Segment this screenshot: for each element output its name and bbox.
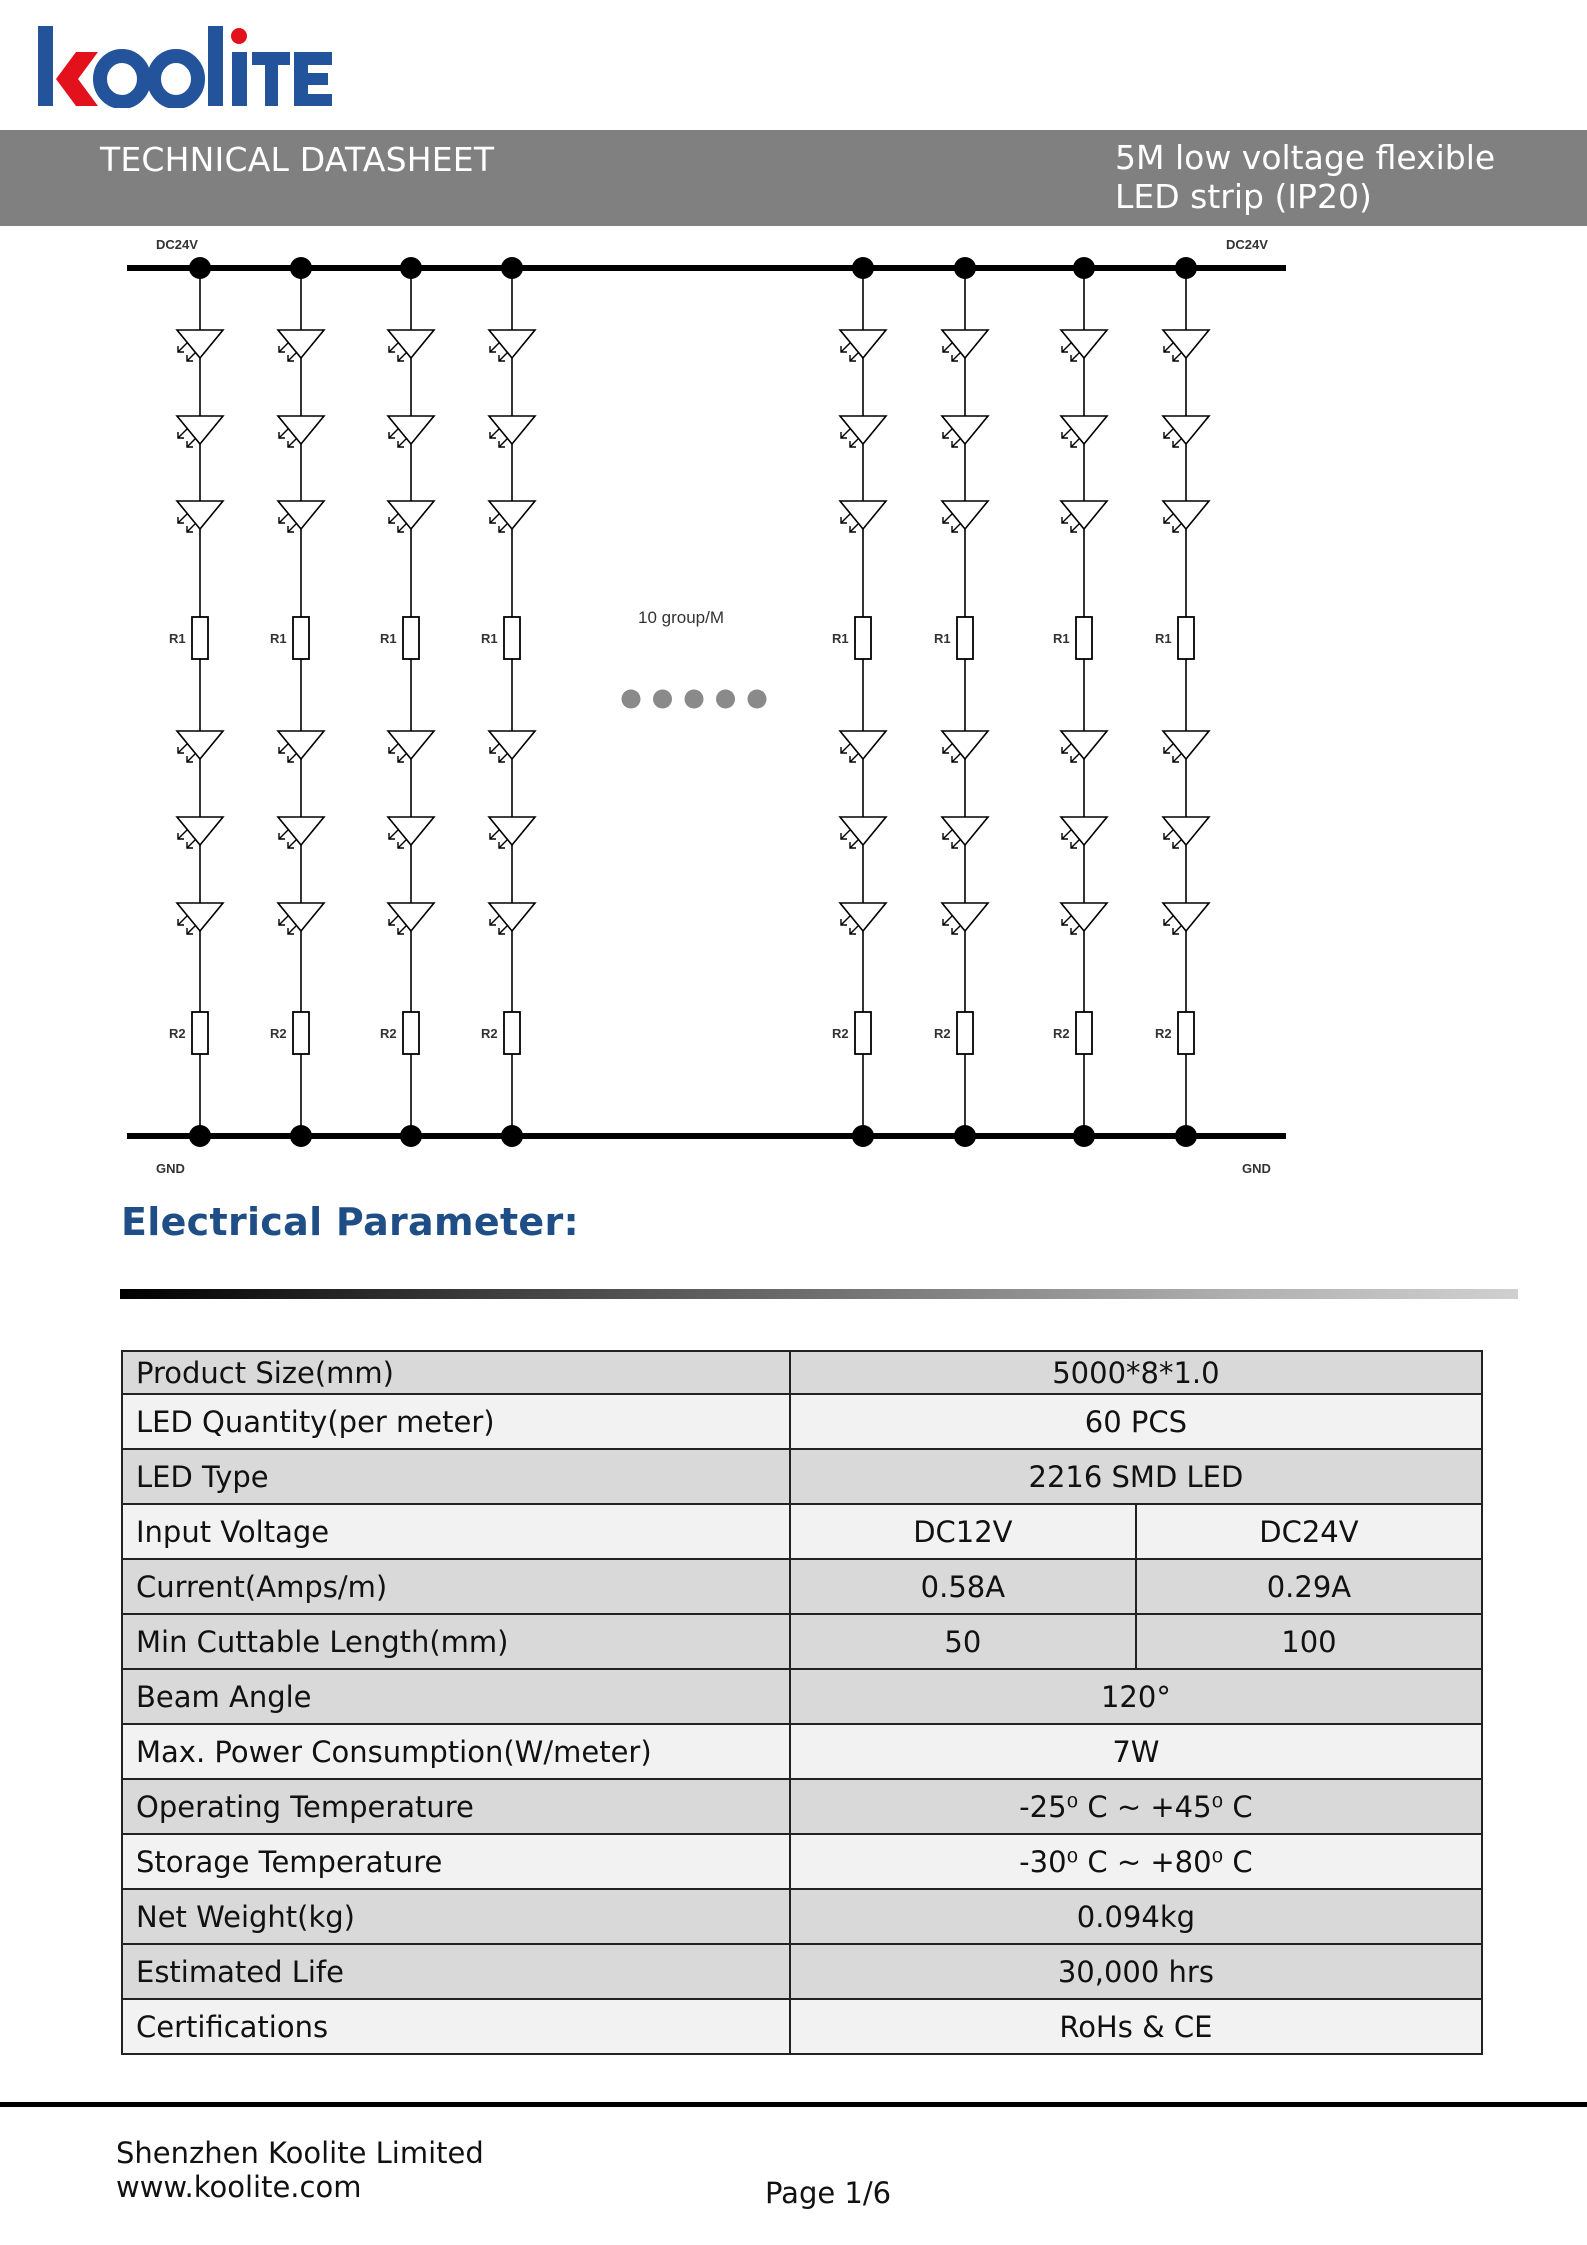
resistor-r1-label: R1 — [1053, 631, 1070, 646]
led-icon — [840, 501, 886, 532]
ellipsis-dot — [653, 690, 672, 709]
junction-node — [400, 257, 422, 279]
top-rail-label-right: DC24V — [1226, 237, 1268, 252]
circuit-diagram — [0, 226, 1587, 1186]
resistor-r2-label: R2 — [270, 1026, 287, 1041]
table-row — [122, 1999, 1482, 2054]
table-row — [122, 1834, 1482, 1889]
ellipsis-dot — [685, 690, 704, 709]
footer-company-info — [116, 2136, 484, 2204]
led-icon — [489, 501, 535, 532]
param-value: 0.094kg — [790, 1889, 1482, 1944]
led-column — [832, 257, 886, 1147]
resistor-r1-label: R1 — [832, 631, 849, 646]
resistor-r2-icon — [504, 1012, 520, 1054]
ellipsis-dot — [748, 690, 767, 709]
led-icon — [1061, 817, 1107, 848]
footer-divider — [0, 2102, 1587, 2107]
led-strip-schematic — [0, 226, 1587, 1186]
led-icon — [278, 501, 324, 532]
resistor-r1-label: R1 — [481, 631, 498, 646]
resistor-r1-label: R1 — [1155, 631, 1172, 646]
group-per-meter-label: 10 group/M — [638, 608, 724, 627]
resistor-r2-icon — [403, 1012, 419, 1054]
param-value: -25⁰ C ~ +45⁰ C — [790, 1779, 1482, 1834]
company-website: www.koolite.com — [116, 2170, 362, 2204]
page-number: Page 1/6 — [765, 2176, 892, 2210]
param-label: Operating Temperature — [122, 1779, 790, 1834]
led-icon — [278, 731, 324, 762]
led-icon — [942, 416, 988, 447]
junction-node — [1073, 1125, 1095, 1147]
resistor-r1-icon — [855, 617, 871, 659]
param-label: Estimated Life — [122, 1944, 790, 1999]
led-icon — [177, 330, 223, 361]
param-label: Net Weight(kg) — [122, 1889, 790, 1944]
led-icon — [388, 501, 434, 532]
table-row — [122, 1449, 1482, 1504]
top-rail-label-left: DC24V — [156, 237, 198, 252]
resistor-r2-icon — [192, 1012, 208, 1054]
resistor-r2-icon — [957, 1012, 973, 1054]
led-icon — [942, 817, 988, 848]
led-icon — [1163, 817, 1209, 848]
led-icon — [942, 501, 988, 532]
junction-node — [290, 257, 312, 279]
led-icon — [1163, 330, 1209, 361]
company-name: Shenzhen Koolite Limited — [116, 2136, 484, 2170]
junction-node — [852, 257, 874, 279]
param-value: 60 PCS — [790, 1394, 1482, 1449]
led-icon — [489, 903, 535, 934]
param-value: 0.58A — [790, 1559, 1136, 1614]
param-value: 5000*8*1.0 — [790, 1351, 1482, 1394]
product-title — [1115, 138, 1495, 216]
led-icon — [388, 416, 434, 447]
resistor-r2-label: R2 — [380, 1026, 397, 1041]
led-icon — [489, 330, 535, 361]
electrical-parameters-table — [121, 1350, 1483, 2055]
led-icon — [177, 416, 223, 447]
param-label: Min Cuttable Length(mm) — [122, 1614, 790, 1669]
param-label: Certifications — [122, 1999, 790, 2054]
resistor-r1-icon — [1178, 617, 1194, 659]
led-icon — [840, 416, 886, 447]
param-label: Input Voltage — [122, 1504, 790, 1559]
led-icon — [942, 903, 988, 934]
resistor-r1-label: R1 — [380, 631, 397, 646]
product-title-line2: LED strip (IP20) — [1115, 177, 1372, 216]
resistor-r1-icon — [403, 617, 419, 659]
param-value: 30,000 hrs — [790, 1944, 1482, 1999]
led-icon — [278, 817, 324, 848]
param-value: 7W — [790, 1724, 1482, 1779]
led-icon — [1061, 416, 1107, 447]
led-column — [481, 257, 535, 1147]
param-label: Product Size(mm) — [122, 1351, 790, 1394]
resistor-r2-label: R2 — [832, 1026, 849, 1041]
ellipsis-dots — [622, 690, 767, 709]
junction-node — [189, 1125, 211, 1147]
param-label: Beam Angle — [122, 1669, 790, 1724]
resistor-r1-icon — [1076, 617, 1092, 659]
param-value: DC24V — [1136, 1504, 1482, 1559]
junction-node — [501, 1125, 523, 1147]
junction-node — [189, 257, 211, 279]
resistor-r2-label: R2 — [934, 1026, 951, 1041]
resistor-r1-label: R1 — [934, 631, 951, 646]
param-label: Max. Power Consumption(W/meter) — [122, 1724, 790, 1779]
led-icon — [177, 731, 223, 762]
led-column — [1053, 257, 1107, 1147]
table-row — [122, 1559, 1482, 1614]
resistor-r1-label: R1 — [270, 631, 287, 646]
table-row — [122, 1944, 1482, 1999]
param-value: -30⁰ C ~ +80⁰ C — [790, 1834, 1482, 1889]
led-icon — [388, 903, 434, 934]
led-icon — [177, 501, 223, 532]
param-value: 0.29A — [1136, 1559, 1482, 1614]
junction-node — [501, 257, 523, 279]
led-icon — [840, 731, 886, 762]
param-label: LED Type — [122, 1449, 790, 1504]
table-row — [122, 1779, 1482, 1834]
led-icon — [388, 330, 434, 361]
resistor-r2-icon — [855, 1012, 871, 1054]
led-icon — [840, 817, 886, 848]
param-value: 2216 SMD LED — [790, 1449, 1482, 1504]
led-icon — [1163, 501, 1209, 532]
led-column — [169, 257, 223, 1147]
table-row — [122, 1504, 1482, 1559]
section-heading: Electrical Parameter: — [121, 1200, 580, 1244]
led-icon — [177, 903, 223, 934]
resistor-r1-icon — [192, 617, 208, 659]
led-icon — [942, 731, 988, 762]
led-icon — [840, 903, 886, 934]
table-row — [122, 1889, 1482, 1944]
led-icon — [278, 416, 324, 447]
table-row — [122, 1669, 1482, 1724]
junction-node — [954, 257, 976, 279]
resistor-r2-label: R2 — [481, 1026, 498, 1041]
led-icon — [1061, 501, 1107, 532]
resistor-r2-icon — [1178, 1012, 1194, 1054]
param-value: 100 — [1136, 1614, 1482, 1669]
led-icon — [1163, 416, 1209, 447]
koolite-logo — [36, 22, 336, 108]
led-icon — [942, 330, 988, 361]
table-row — [122, 1394, 1482, 1449]
led-icon — [489, 416, 535, 447]
led-icon — [489, 817, 535, 848]
junction-node — [290, 1125, 312, 1147]
led-icon — [388, 731, 434, 762]
junction-node — [852, 1125, 874, 1147]
led-icon — [1061, 903, 1107, 934]
param-value: DC12V — [790, 1504, 1136, 1559]
resistor-r2-icon — [1076, 1012, 1092, 1054]
ellipsis-dot — [622, 690, 641, 709]
bottom-rail-label-left: GND — [156, 1161, 185, 1176]
led-icon — [1061, 731, 1107, 762]
led-column — [270, 257, 324, 1147]
led-column — [934, 257, 988, 1147]
doc-type-title: TECHNICAL DATASHEET — [100, 140, 495, 179]
table-row — [122, 1724, 1482, 1779]
led-icon — [388, 817, 434, 848]
resistor-r2-label: R2 — [1053, 1026, 1070, 1041]
junction-node — [954, 1125, 976, 1147]
led-icon — [278, 903, 324, 934]
led-icon — [840, 330, 886, 361]
param-value: RoHs & CE — [790, 1999, 1482, 2054]
resistor-r1-icon — [957, 617, 973, 659]
param-label: LED Quantity(per meter) — [122, 1394, 790, 1449]
led-icon — [489, 731, 535, 762]
junction-node — [400, 1125, 422, 1147]
bottom-rail-label-right: GND — [1242, 1161, 1271, 1176]
resistor-r2-label: R2 — [1155, 1026, 1172, 1041]
led-icon — [1163, 903, 1209, 934]
title-band — [0, 130, 1587, 226]
param-value: 50 — [790, 1614, 1136, 1669]
gradient-divider — [120, 1289, 1518, 1299]
resistor-r1-icon — [293, 617, 309, 659]
ellipsis-dot — [716, 690, 735, 709]
resistor-r1-label: R1 — [169, 631, 186, 646]
led-icon — [278, 330, 324, 361]
koolite-logo-icon — [36, 22, 336, 108]
resistor-r2-label: R2 — [169, 1026, 186, 1041]
led-icon — [1163, 731, 1209, 762]
led-icon — [177, 817, 223, 848]
led-column — [380, 257, 434, 1147]
product-title-line1: 5M low voltage flexible — [1115, 138, 1496, 177]
junction-node — [1175, 1125, 1197, 1147]
junction-node — [1073, 257, 1095, 279]
led-column — [1155, 257, 1209, 1147]
param-label: Storage Temperature — [122, 1834, 790, 1889]
table-row — [122, 1614, 1482, 1669]
table-row — [122, 1351, 1482, 1394]
junction-node — [1175, 257, 1197, 279]
param-value: 120° — [790, 1669, 1482, 1724]
led-icon — [1061, 330, 1107, 361]
param-label: Current(Amps/m) — [122, 1559, 790, 1614]
resistor-r1-icon — [504, 617, 520, 659]
resistor-r2-icon — [293, 1012, 309, 1054]
